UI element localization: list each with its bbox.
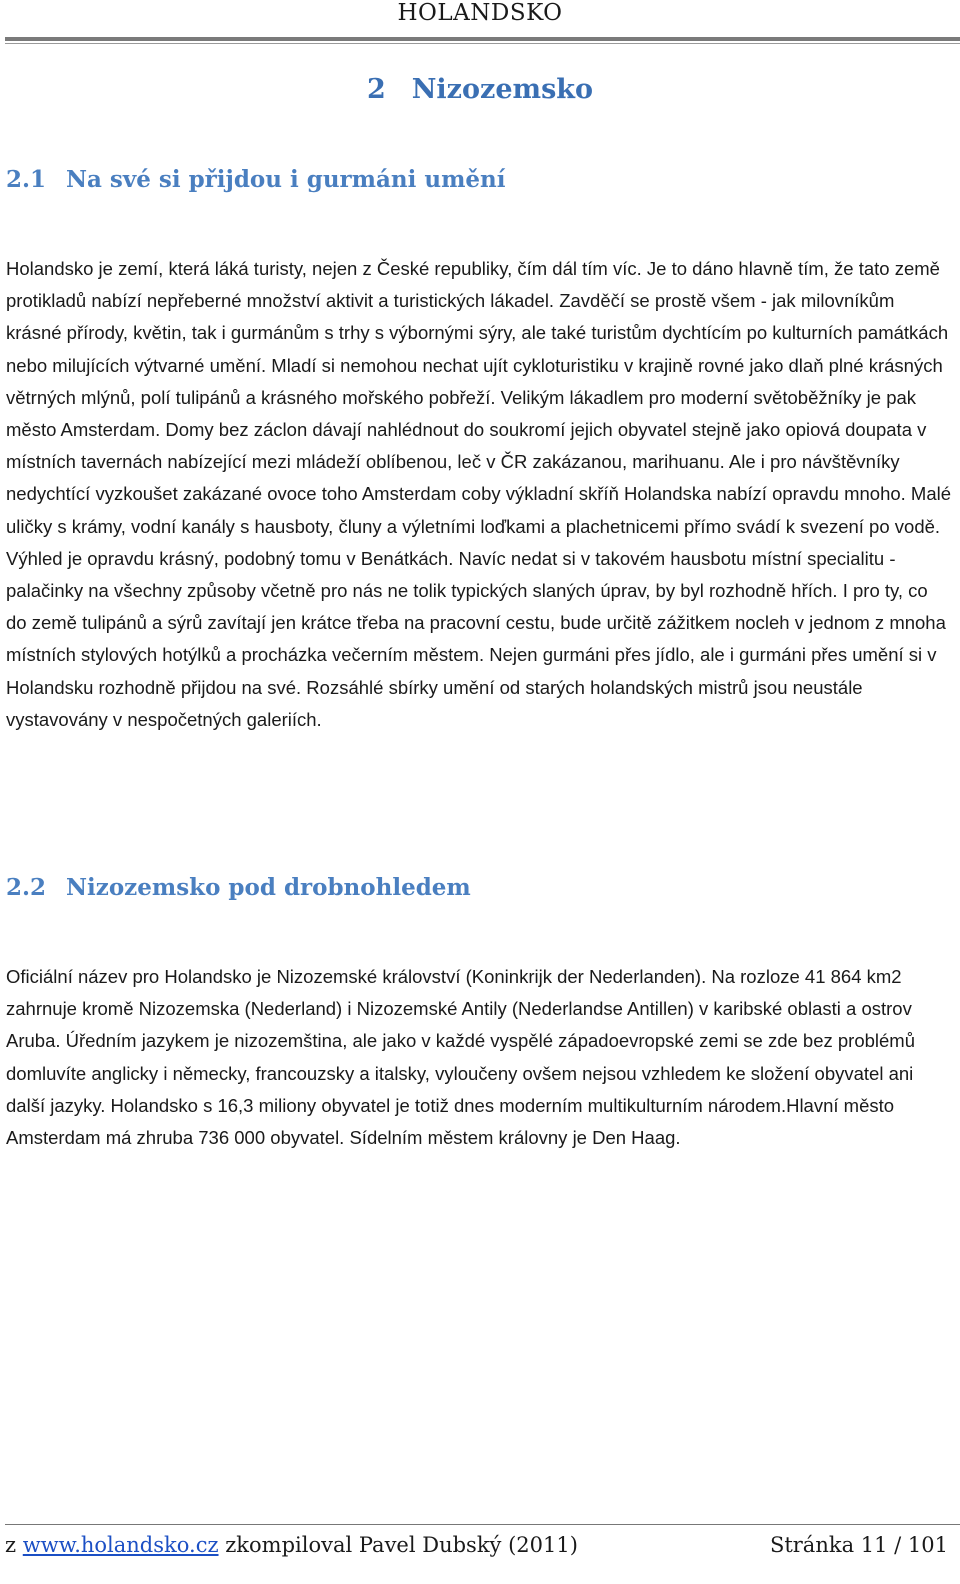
section-heading-2-2 (6, 874, 471, 901)
running-header: HOLANDSKO (397, 0, 563, 26)
section-heading-2-1 (6, 166, 506, 193)
header-rule-thin (5, 43, 960, 44)
chapter-title: Nizozemsko (411, 74, 594, 105)
section-title: Nizozemsko pod drobnohledem (66, 874, 471, 901)
page-number: Stránka 11 / 101 (769, 1533, 948, 1557)
chapter-number: 2 (366, 74, 386, 105)
footer-prefix: z (5, 1533, 17, 1557)
footer-credit (5, 1533, 578, 1557)
section-number: 2.2 (6, 874, 47, 901)
footer-rule (5, 1524, 960, 1525)
section-title: Na své si přijdou i gurmáni umění (66, 166, 506, 193)
website-link[interactable]: www.holandsko.cz (22, 1533, 219, 1557)
footer-author: zkompiloval Pavel Dubský (2011) (225, 1533, 578, 1557)
header-rule (5, 37, 960, 41)
section-paragraph-2-1: Holandsko je zemí, která láká turisty, nejen z České republiky, čím dál tím víc. Je to dáno hlavně tím, že tato země protikladů nabízí nepřeberné množství aktivit a turistických lákadel. Zavděčí se prostě všem - jak milovníkům krásné přírody, květin, tak i gurmánům s trhy s výbornými sýry, ale také turistům dychtícím po kulturních památkách nebo milujících výtvarné umění. Mladí si nemohou nechat ujít cykloturistiku v krajině rovné jako dlaň plné krásných větrných mlýnů, polí tulipánů a krásného mořského pobřeží. Velikým lákadlem pro moderní světoběžníky je pak město Amsterdam. Domy bez záclon dávají nahlédnout do soukromí jejich obyvatel stejně jako opiová doupata v místních tavernách nabízející mezi mládeží oblíbenou, leč v ČR zakázanou, marihuanu. Ale i pro návštěvníky nedychtící vyzkoušet zakázané ovoce toho Amsterdam coby výkladní skříň Holandska nabízí opravdu mnoho. Malé uličky s krámy, vodní kanály s hausboty, čluny a výletními loďkami a plachetnicemi přímo svádí k svezení po vodě. Výhled je opravdu krásný, podobný tomu v Benátkách. Navíc nedat si v takovém hausbotu místní specialitu - palačinky na všechny způsoby včetně pro nás ne tolik typických slaných úprav, by byl rozhodně hřích. I pro ty, co do země tulipánů a sýrů zavítají jen krátce třeba na pracovní cestu, bude určitě zážitkem nocleh v jednom z mnoha místních stylových hotýlků a procházka večerním městem. Nejen gurmáni přes jídlo, ale i gurmáni přes umění si v Holandsku rozhodně přijdou na své. Rozsáhlé sbírky umění od starých holandských mistrů jsou neustále vystavovány v nespočetných galeriích. (6, 258, 952, 730)
chapter-heading (0, 74, 960, 105)
section-number: 2.1 (6, 166, 47, 193)
section-paragraph-2-2: Oficiální název pro Holandsko je Nizozemské království (Koninkrijk der Nederlanden). Na rozloze 41 864 km2 zahrnuje kromě Nizozemska (Nederland) i Nizozemské Antily (Nederlandse Antillen) v karibské oblasti a ostrov Aruba. Úředním jazykem je nizozemština, ale jako v každé vyspělé západoevropské zemi se zde bez problémů domluvíte anglicky i německy, francouzsky a italsky, vyloučeny ovšem nejsou vzhledem ke složení obyvatel ani další jazyky. Holandsko s 16,3 miliony obyvatel je totiž dnes moderním multikulturním národem.Hlavní město Amsterdam má zhruba 736 000 obyvatel. Sídelním městem královny je Den Haag. (6, 966, 916, 1149)
